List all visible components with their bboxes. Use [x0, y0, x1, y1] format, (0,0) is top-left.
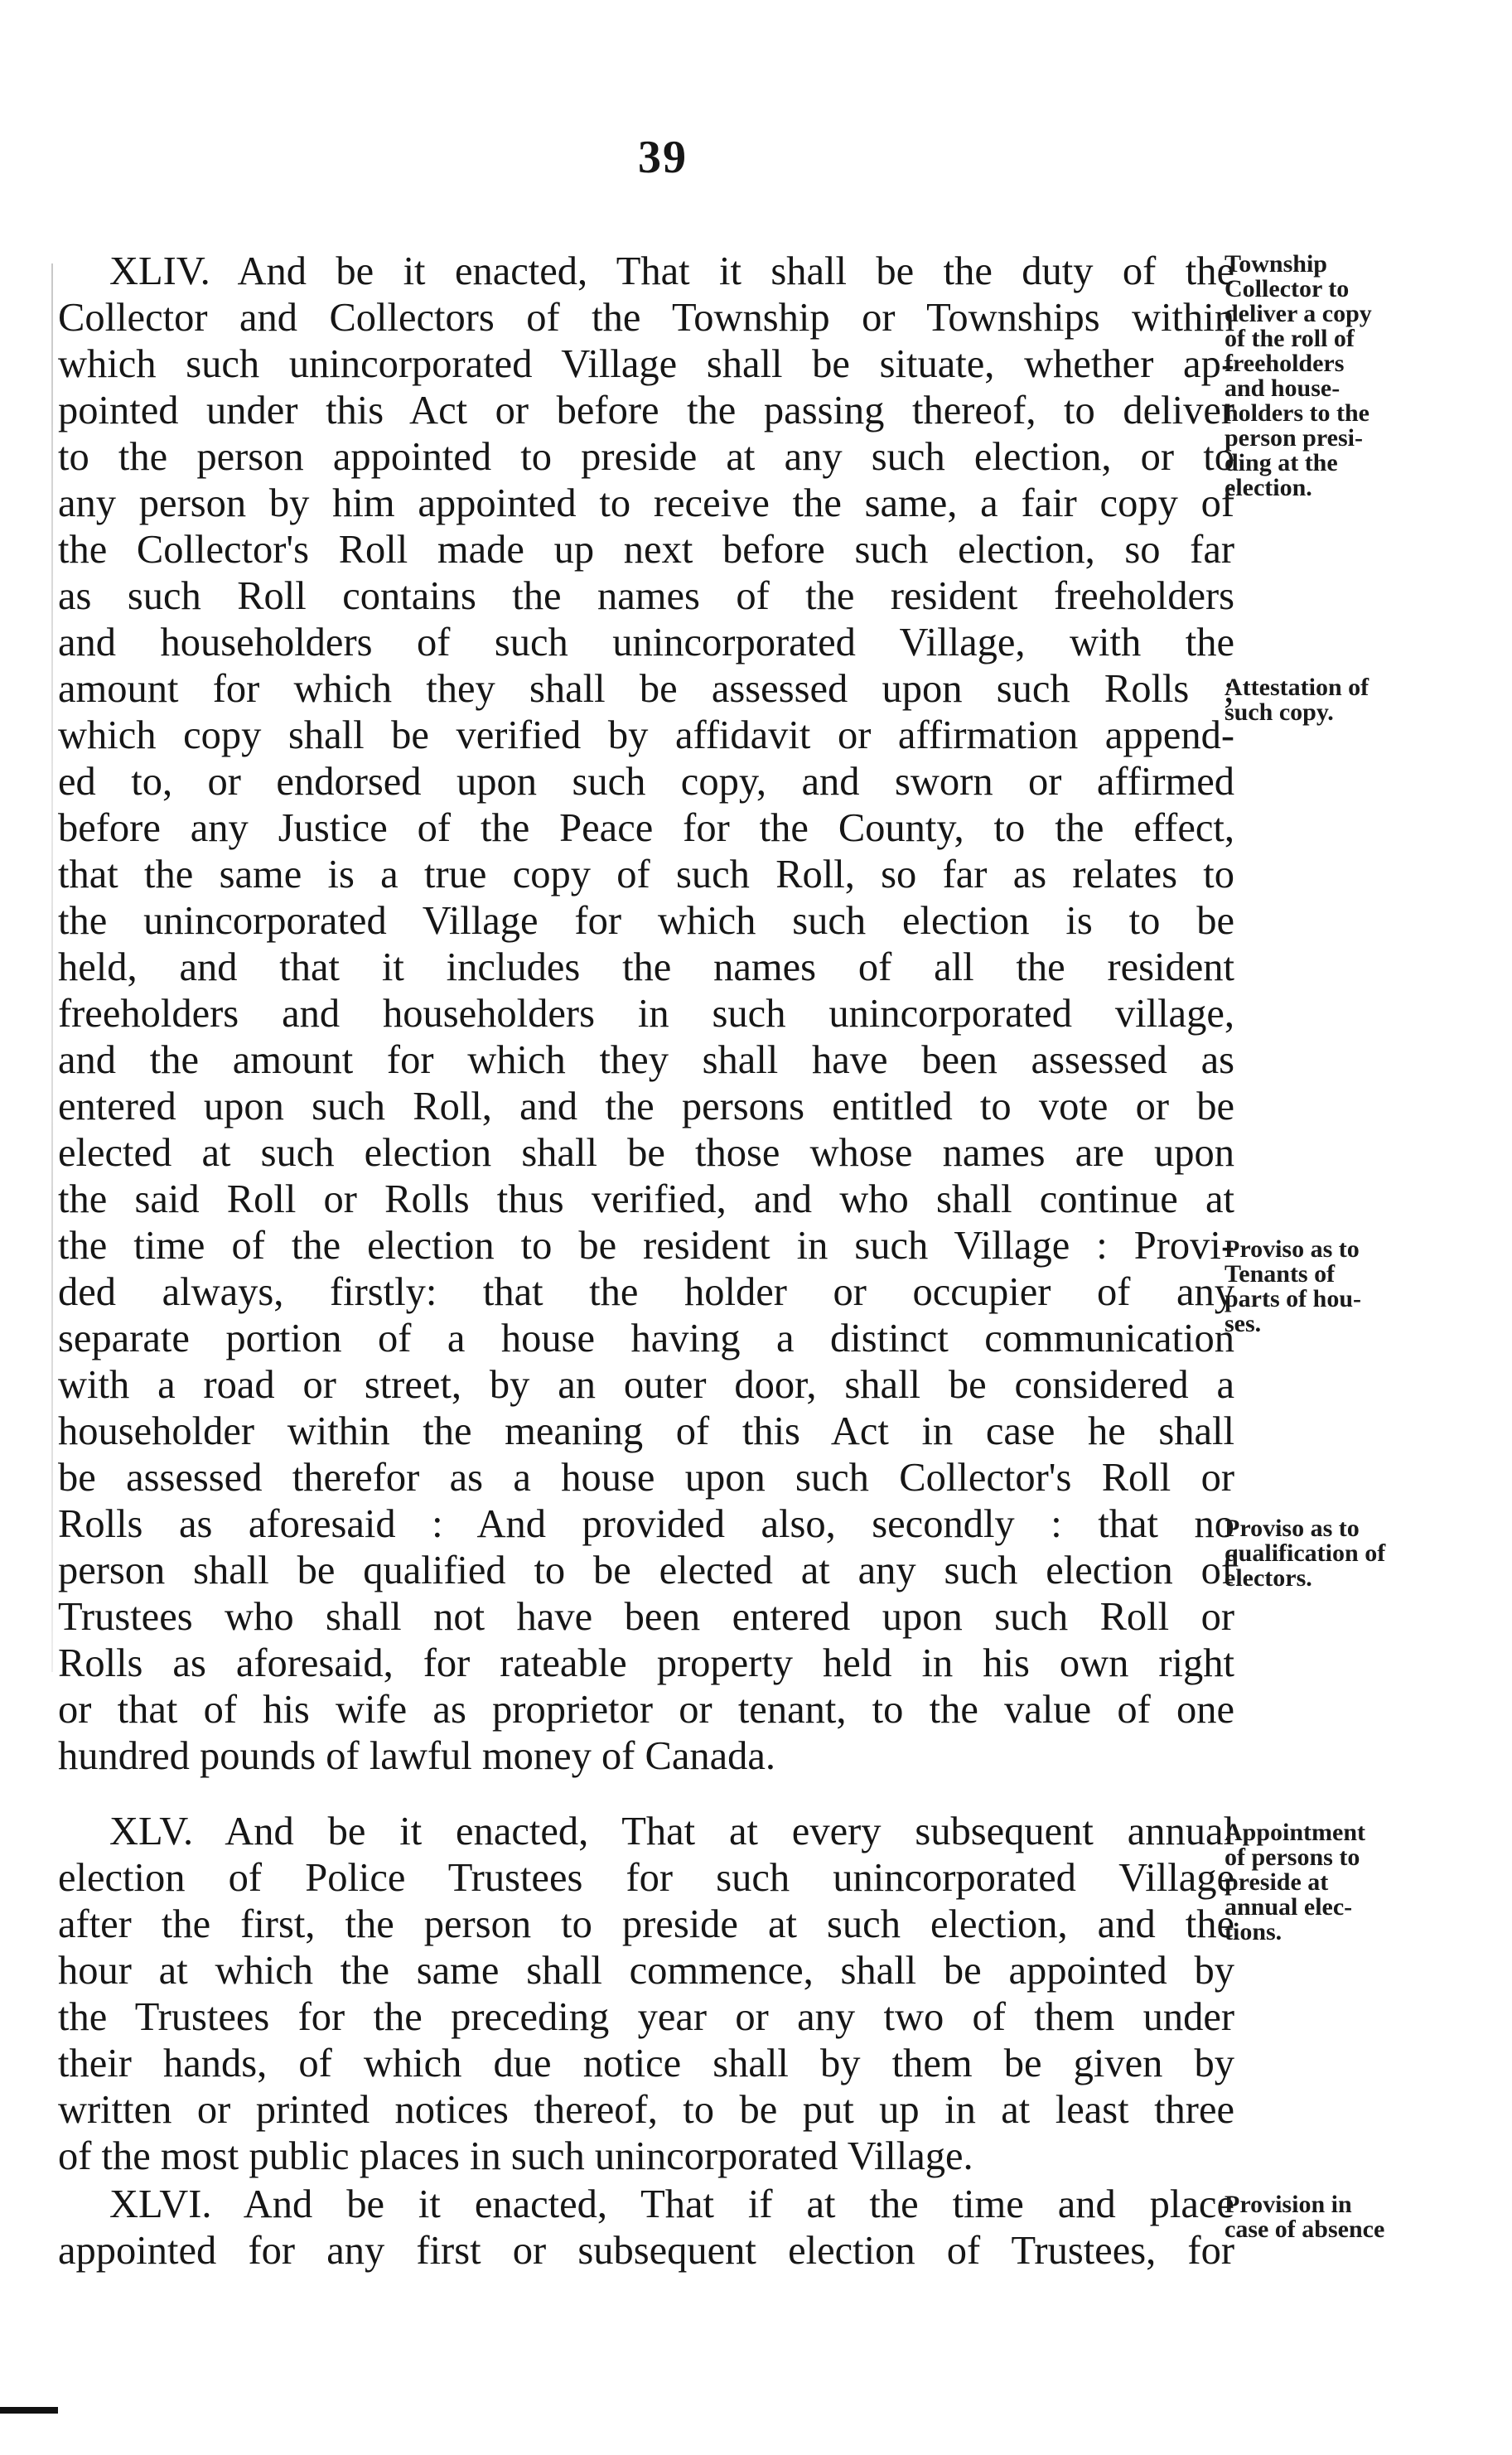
margin-note-line: qualification of [1225, 1539, 1386, 1567]
margin-note-attestation [1225, 675, 1483, 725]
margin-note-line: such copy. [1225, 698, 1334, 726]
text-line: after the first, the person to preside at such election, and the [58, 1902, 1234, 1946]
text-line: and householders of such unincorporated Village, with the [58, 621, 1234, 664]
margin-note-line: Tenants of [1225, 1260, 1336, 1288]
margin-note-line: ses. [1225, 1310, 1262, 1337]
text-line: Rolls as aforesaid : And provided also, secondly : that no [58, 1502, 1234, 1546]
margin-note-line: parts of hou- [1225, 1285, 1362, 1312]
margin-note-township-collector [1225, 252, 1483, 500]
text-line: person shall be qualified to be elected at any such election of [58, 1549, 1234, 1592]
margin-note-line: Township [1225, 250, 1327, 278]
margin-note-line: case of absence [1225, 2216, 1385, 2243]
margin-note-line: and house- [1225, 375, 1341, 402]
text-line: be assessed therefor as a house upon such Collector's Roll or [58, 1456, 1234, 1500]
text-line: which such unincorporated Village shall be situate, whether ap- [58, 342, 1234, 386]
text-line: the time of the election to be resident in such Village : Provi- [58, 1224, 1234, 1268]
margin-note-line: of the roll of [1225, 325, 1355, 352]
margin-note-appointment [1225, 1820, 1483, 1945]
text-line: or that of his wife as proprietor or tenant, to the value of one [58, 1688, 1234, 1732]
margin-note-line: annual elec- [1225, 1893, 1353, 1921]
text-line: the unincorporated Village for which such election is to be [58, 899, 1234, 943]
text-line: pointed under this Act or before the passing thereof, to deliver [58, 389, 1234, 433]
text-line: XLVI. And be it enacted, That if at the time and place [109, 2182, 1234, 2226]
text-line: Trustees who shall not have been entered upon such Roll or [58, 1595, 1234, 1639]
margin-note-line: Proviso as to [1225, 1235, 1360, 1263]
text-line: which copy shall be verified by affidavit or affirmation append- [58, 713, 1234, 757]
margin-note-line: Provision in [1225, 2191, 1352, 2218]
text-line: XLV. And be it enacted, That at every subsequent annual [109, 1810, 1234, 1853]
page-number: 39 [638, 132, 688, 183]
text-line: householder within the meaning of this Act in case he shall [58, 1409, 1234, 1453]
left-margin-rule [51, 263, 53, 1672]
text-line: hundred pounds of lawful money of Canada. [58, 1734, 776, 1778]
text-line: that the same is a true copy of such Roll, so far as relates to [58, 853, 1234, 896]
margin-note-proviso-tenants [1225, 1237, 1483, 1336]
text-line: of the most public places in such unincorporated Village. [58, 2134, 973, 2178]
section-xlvi [58, 2182, 1234, 2274]
text-line: the said Roll or Rolls thus verified, and who shall continue at [58, 1177, 1234, 1221]
margin-note-proviso-qualification [1225, 1516, 1483, 1591]
text-line: entered upon such Roll, and the persons entitled to vote or be [58, 1085, 1234, 1128]
margin-note-line: holders to the [1225, 399, 1369, 427]
text-line: elected at such election shall be those whose names are upon [58, 1131, 1234, 1175]
text-line: freeholders and householders in such unincorporated village, [58, 992, 1234, 1036]
text-line: to the person appointed to preside at any such election, or to [58, 435, 1234, 479]
text-line: before any Justice of the Peace for the County, to the effect, [58, 806, 1234, 850]
text-line: written or printed notices thereof, to be put up in at least three [58, 2088, 1234, 2132]
text-line: Collector and Collectors of the Township or Townships within [58, 296, 1234, 340]
margin-note-line: Collector to [1225, 275, 1350, 302]
text-line: appointed for any first or subsequent election of Trustees, for [58, 2229, 1234, 2273]
margin-note-line: Proviso as to [1225, 1515, 1360, 1542]
page-edge-mark [0, 2407, 58, 2414]
text-line: any person by him appointed to receive the same, a fair copy of [58, 481, 1234, 525]
text-line: Rolls as aforesaid, for rateable property held in his own right [58, 1641, 1234, 1685]
text-line: election of Police Trustees for such unincorporated Village [58, 1856, 1234, 1900]
margin-note-line: preside at [1225, 1868, 1329, 1896]
margin-note-line: deliver a copy [1225, 300, 1372, 327]
text-line: separate portion of a house having a distinct communication [58, 1317, 1234, 1360]
margin-note-line: ding at the [1225, 449, 1338, 476]
text-line: as such Roll contains the names of the resident freeholders [58, 574, 1234, 618]
text-line: the Collector's Roll made up next before such election, so far [58, 528, 1234, 572]
text-line: amount for which they shall be assessed upon such Rolls ; [58, 667, 1234, 711]
section-xliv [58, 249, 1234, 1780]
text-line: their hands, of which due notice shall by them be given by [58, 2042, 1234, 2085]
text-line: with a road or street, by an outer door, shall be considered a [58, 1363, 1234, 1407]
margin-note-line: electors. [1225, 1564, 1312, 1592]
margin-note-line: tions. [1225, 1918, 1283, 1945]
section-xlv [58, 1809, 1234, 2180]
text-line: the Trustees for the preceding year or any two of them under [58, 1995, 1234, 2039]
margin-note-line: of persons to [1225, 1844, 1360, 1871]
text-line: ded always, firstly: that the holder or occupier of any [58, 1270, 1234, 1314]
margin-note-line: Attestation of [1225, 674, 1369, 701]
margin-note-line: election. [1225, 474, 1312, 501]
margin-note-line: person presi- [1225, 424, 1363, 452]
margin-note-line: freeholders [1225, 350, 1345, 377]
text-line: and the amount for which they shall have been assessed as [58, 1038, 1234, 1082]
margin-note-provision-absence [1225, 2192, 1483, 2242]
text-line: hour at which the same shall commence, shall be appointed by [58, 1949, 1234, 1993]
text-line: held, and that it includes the names of all the resident [58, 945, 1234, 989]
text-line: ed to, or endorsed upon such copy, and sworn or affirmed [58, 760, 1234, 804]
margin-note-line: Appointment [1225, 1819, 1366, 1846]
text-line: XLIV. And be it enacted, That it shall be the duty of the [109, 249, 1234, 293]
